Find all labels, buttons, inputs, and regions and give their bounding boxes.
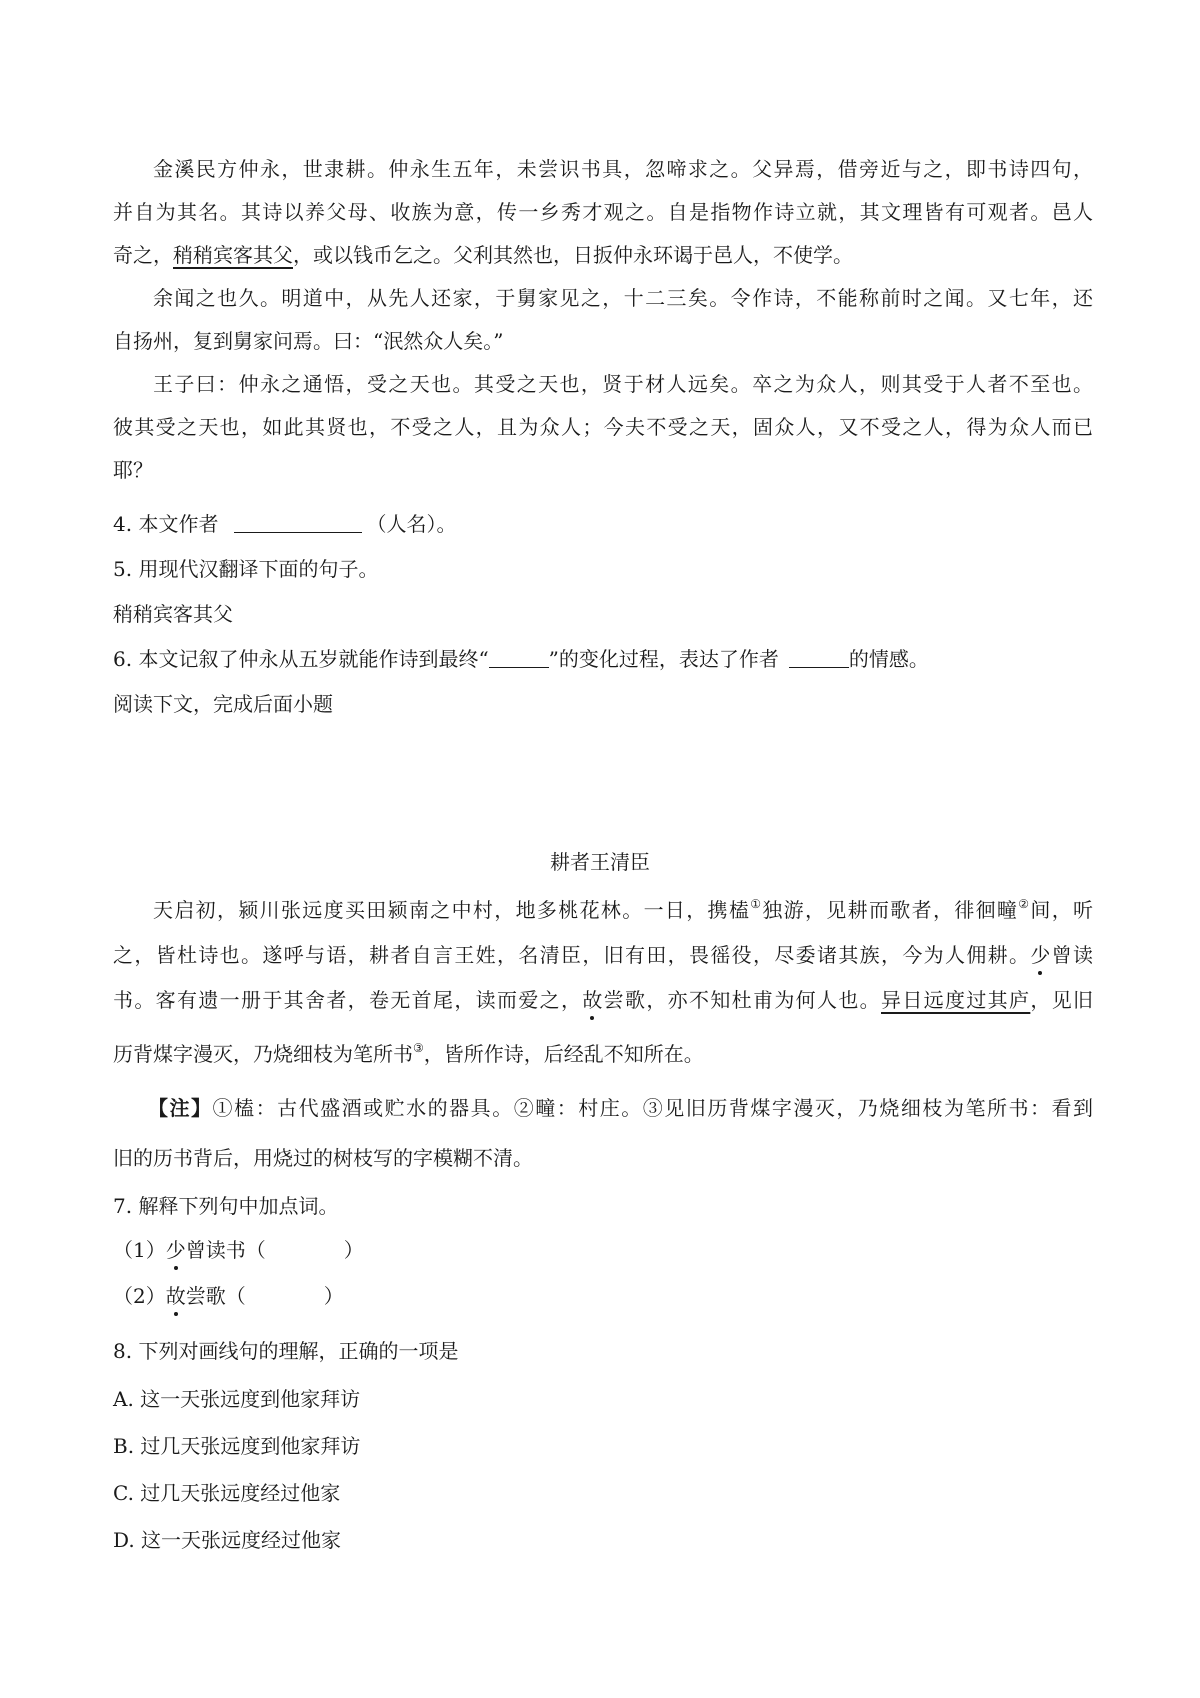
question-8: 8. 下列对画线句的理解，正确的一项是	[113, 1339, 459, 1363]
option-a[interactable]: A. 这一天张远度到他家拜访	[113, 1387, 361, 1411]
passage-1-line: 王子曰：仲永之通悟，受之天也。其受之天也，贤于材人远矣。卒之为众人，则其受于人者不至也。	[153, 372, 1093, 396]
passage-2-text: 尝歌，亦不知杜甫为何人也。	[602, 988, 882, 1012]
passage-2-title: 耕者王清臣	[550, 850, 650, 874]
passage-2-text: 书。客有遗一册于其舍者，卷无首尾，读而爱之，	[113, 988, 583, 1012]
passage-2-text: ，见旧	[1030, 988, 1094, 1012]
item-number: （1）	[113, 1238, 166, 1262]
item-text: ）	[323, 1284, 344, 1308]
passage-1-line: 耶？	[113, 458, 153, 482]
answer-blank[interactable]	[489, 647, 549, 668]
footnote-marker: ①	[750, 897, 763, 911]
passage-1-line: 自扬州，复到舅家问焉。曰：“泯然众人矣。”	[113, 329, 504, 353]
question-4	[113, 508, 456, 537]
option-d[interactable]: D. 这一天张远度经过他家	[113, 1528, 342, 1552]
dotted-word: 少	[1030, 939, 1050, 968]
item-number: （2）	[113, 1284, 166, 1308]
passage-2-text: 曾读	[1050, 943, 1094, 967]
item-text: ）	[343, 1238, 364, 1262]
passage-1-text: ，或以钱币乞之。父利其然也，日扳仲永环谒于邑人，不使学。	[293, 243, 853, 267]
footnote-marker: ②	[1018, 897, 1031, 911]
passage-2-text: 之，皆杜诗也。遂呼与语，耕者自言王姓，名清臣，旧有田，畏徭役，尽委诸其族，今为人佣耕。	[113, 943, 1031, 967]
reading-instruction: 阅读下文，完成后面小题	[113, 692, 333, 716]
passage-1-line: 金溪民方仲永，世隶耕。仲永生五年，未尝识书具，忽啼求之。父异焉，借旁近与之，即书诗四句，	[153, 157, 1093, 181]
item-text: 曾读书（	[185, 1238, 266, 1262]
item-text: 尝歌（	[185, 1284, 246, 1308]
dotted-word: 少	[166, 1234, 186, 1263]
passage-2-line	[113, 1038, 704, 1067]
answer-blank[interactable]	[234, 512, 362, 533]
passage-1	[113, 148, 1093, 492]
passage-2-line	[113, 984, 1093, 1013]
note-text: ①榼：古代盛酒或贮水的器具。②疃：村庄。③见旧历背煤字漫灭，乃烧细枝为笔所书：看到	[212, 1096, 1094, 1120]
passage-2-text: 天启初，颍川张远度买田颍南之中村，地多桃花林。一日，携榼	[153, 898, 751, 922]
question-5: 5. 用现代汉翻译下面的句子。	[113, 557, 379, 581]
dotted-word: 故	[166, 1280, 186, 1309]
underlined-sentence: 稍稍宾客其父	[173, 243, 293, 267]
footnote-line: 旧的历书背后，用烧过的树枝写的字模糊不清。	[113, 1146, 533, 1170]
passage-2-text: 独游，见耕而歌者，徘徊疃	[762, 898, 1019, 922]
underlined-sentence: 异日远度过其庐	[881, 988, 1031, 1012]
question-6-text: 的情感。	[848, 647, 929, 671]
question-5-sentence: 稍稍宾客其父	[113, 602, 233, 626]
question-7-item	[113, 1280, 344, 1309]
question-7-item	[113, 1234, 364, 1263]
question-6-text: 6. 本文记叙了仲永从五岁就能作诗到最终“	[113, 647, 489, 671]
question-6-text: ”的变化过程，表达了作者	[548, 647, 779, 671]
note-label: 【注】	[148, 1096, 213, 1120]
footnote-marker: ③	[413, 1041, 424, 1055]
passage-2-line	[113, 939, 1093, 968]
passage-1-text: 奇之，	[113, 243, 173, 267]
dotted-word: 故	[582, 984, 602, 1013]
answer-blank[interactable]	[789, 647, 849, 668]
question-4-suffix: （人名）。	[366, 512, 457, 536]
passage-2-text: 历背煤字漫灭，乃烧细枝为笔所书	[113, 1042, 413, 1066]
question-6	[113, 643, 929, 672]
question-4-text: 4. 本文作者	[113, 512, 219, 536]
passage-2-text: 间，听	[1030, 898, 1094, 922]
option-c[interactable]: C. 过几天张远度经过他家	[113, 1481, 341, 1505]
passage-1-line: 彼其受之天也，如此其贤也，不受之人，且为众人；今夫不受之天，固众人，又不受之人，得为众人而已	[113, 415, 1093, 439]
passage-2-text: ，皆所作诗，后经乱不知所在。	[423, 1042, 704, 1066]
question-7: 7. 解释下列句中加点词。	[113, 1194, 339, 1218]
footnote-line	[148, 1092, 1093, 1121]
passage-1-line: 并自为其名。其诗以养父母、收族为意，传一乡秀才观之。自是指物作诗立就，其文理皆有可观者。邑人	[113, 200, 1093, 224]
option-b[interactable]: B. 过几天张远度到他家拜访	[113, 1434, 361, 1458]
passage-1-line: 余闻之也久。明道中，从先人还家，于舅家见之，十二三矣。令作诗，不能称前时之闻。又七年，还	[153, 286, 1093, 310]
passage-1-line	[113, 234, 1093, 277]
passage-2-line	[153, 894, 1093, 923]
